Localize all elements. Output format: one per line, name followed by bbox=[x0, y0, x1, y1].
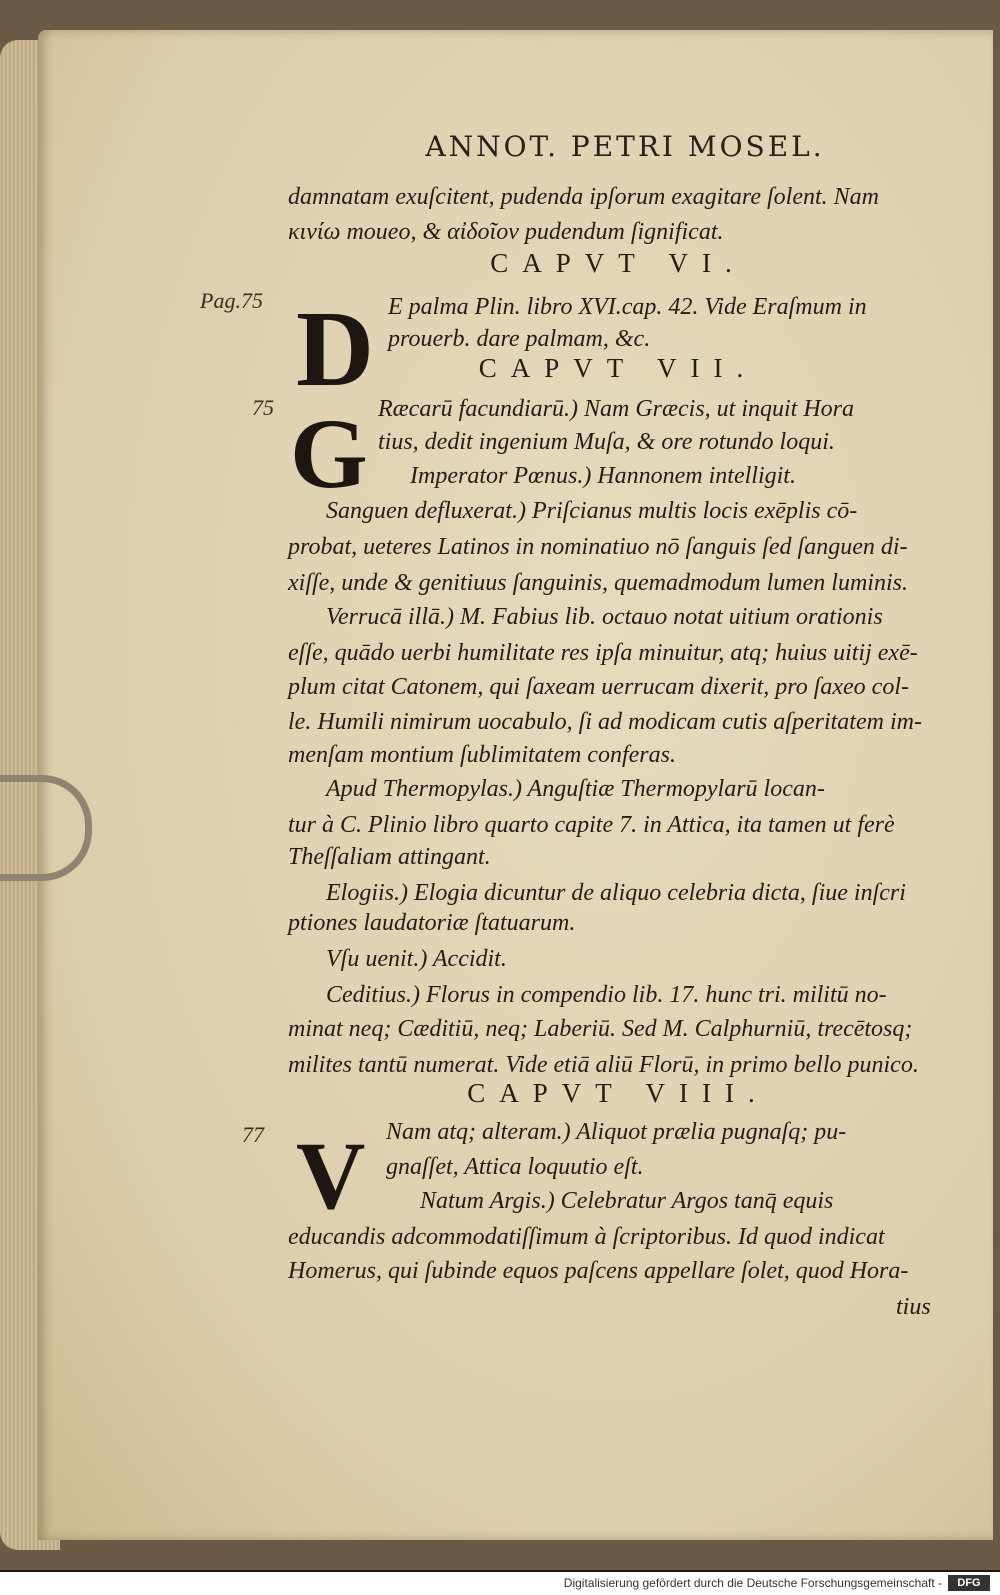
dropcap: G bbox=[290, 398, 368, 509]
text-line: E palma Plin. libro XVI.cap. 42. Vide Eraſmum in bbox=[388, 294, 867, 320]
text-line: eſſe, quādo uerbi humilitate res ipſa minuitur, atq; huius uitij exē- bbox=[288, 640, 918, 666]
chapter-heading: CAPVT VI. bbox=[490, 248, 746, 278]
text-line: prouerb. dare palmam, &c. bbox=[388, 326, 651, 352]
text-line: milites tantū numerat. Vide etiā aliū Florū, in primo bello punico. bbox=[288, 1052, 919, 1078]
text-line: Vſu uenit.) Accidit. bbox=[326, 946, 507, 972]
text-line: Theſſaliam attingant. bbox=[288, 844, 491, 870]
text-line: Natum Argis.) Celebratur Argos tanq̄ equis bbox=[420, 1188, 834, 1214]
margin-note: Pag.75 bbox=[200, 288, 263, 313]
text-line: xiſſe, unde & genitiuus ſanguinis, quemadmodum lumen luminis. bbox=[288, 570, 908, 596]
dropcap: D bbox=[296, 290, 374, 409]
text-line: tius, dedit ingenium Muſa, & ore rotundo loqui. bbox=[378, 429, 835, 455]
text-line: Elogiis.) Elogia dicuntur de aliquo celebria dicta, ſiue inſcri bbox=[326, 880, 906, 906]
chapter-heading: CAPVT VII. bbox=[478, 353, 758, 383]
margin-note: 77 bbox=[242, 1122, 264, 1147]
catchword: tius bbox=[896, 1294, 931, 1320]
text-line: gnaſſet, Attica loquutio eſt. bbox=[386, 1154, 644, 1180]
chapter-heading: CAPVT VIII. bbox=[467, 1078, 769, 1108]
text-line: Sanguen defluxerat.) Priſcianus multis locis exēplis cō- bbox=[326, 498, 858, 524]
dfg-logo: DFG bbox=[948, 1575, 990, 1591]
text-line: tur à C. Plinio libro quarto capite 7. in Attica, ita tamen ut ferè bbox=[288, 812, 895, 838]
text-line: probat, ueteres Latinos in nominatiuo nō ſanguis ſed ſanguen di- bbox=[288, 534, 908, 560]
text-line: Apud Thermopylas.) Anguſtiæ Thermopylarū locan- bbox=[326, 776, 825, 802]
text-line: Verrucā illā.) M. Fabius lib. octauo notat uitium orationis bbox=[326, 604, 883, 630]
running-header: ANNOT. PETRI MOSEL. bbox=[425, 130, 825, 163]
text-line: κινίω moueo, & αἰδοῖον pudendum ſignificat. bbox=[288, 219, 724, 245]
text-line: minat neq; Cæditiū, neq; Laberiū. Sed M. Calphurniū, trecētosq; bbox=[288, 1016, 913, 1042]
text-line: Imperator Pœnus.) Hannonem intelligit. bbox=[410, 463, 796, 489]
text-line: Ceditius.) Florus in compendio lib. 17. hunc tri. militū no- bbox=[326, 982, 887, 1008]
text-line: plum citat Catonem, qui ſaxeam uerrucam dixerit, pro ſaxeo col- bbox=[288, 674, 909, 700]
text-line: menſam montium ſublimitatem conferas. bbox=[288, 742, 676, 768]
text-line: le. Humili nimirum uocabulo, ſi ad modicam cutis aſperitatem im- bbox=[288, 709, 922, 735]
text-line: educandis adcommodatiſſimum à ſcriptoribus. Id quod indicat bbox=[288, 1224, 885, 1250]
dropcap: V bbox=[296, 1122, 366, 1229]
text-line: damnatam exuſcitent, pudenda ipſorum exagitare ſolent. Nam bbox=[288, 184, 880, 210]
text-line: Ræcarū facundiarū.) Nam Græcis, ut inquit Hora bbox=[378, 396, 855, 422]
margin-note: 75 bbox=[252, 395, 274, 420]
footer-credit: Digitalisierung gefördert durch die Deutsche Forschungsgemeinschaft - bbox=[563, 1576, 942, 1590]
footer-bar bbox=[0, 1572, 1000, 1595]
page-clip bbox=[0, 775, 92, 881]
text-line: Homerus, qui ſubinde equos paſcens appellare ſolet, quod Hora- bbox=[288, 1258, 909, 1284]
text-line: Nam atq; alteram.) Aliquot prælia pugnaſq; pu- bbox=[386, 1119, 847, 1145]
text-line: ptiones laudatoriæ ſtatuarum. bbox=[288, 910, 576, 936]
